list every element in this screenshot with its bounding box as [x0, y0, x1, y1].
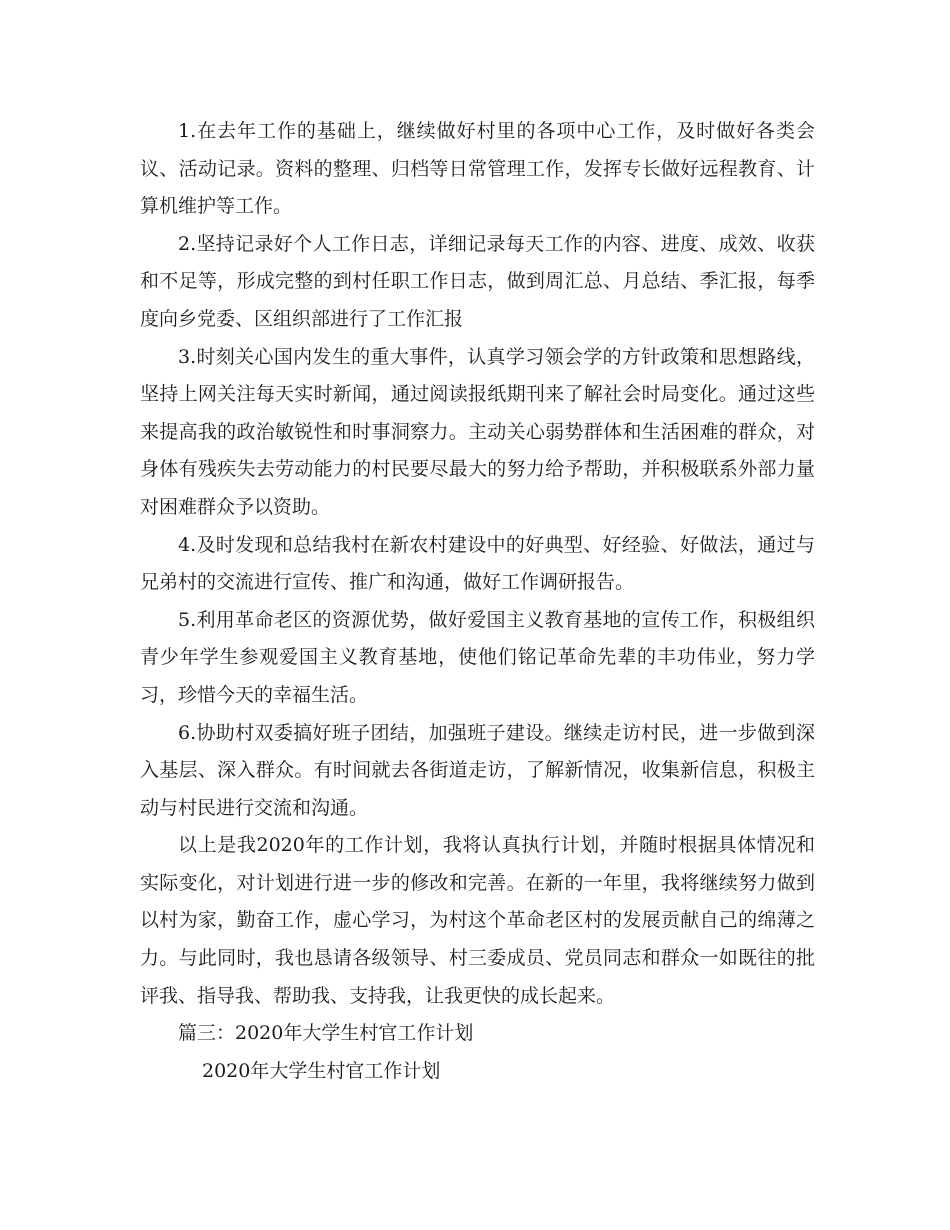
- paragraph-item-4: 4.及时发现和总结我村在新农村建设中的好典型、好经验、好做法，通过与兄弟村的交流进行宣传、推广和沟通，做好工作调研报告。: [140, 533, 815, 594]
- paragraph-item-3: 3.时刻关心国内发生的重大事件，认真学习领会学的方针政策和思想路线，坚持上网关注每天实时新闻，通过阅读报纸期刊来了解社会时局变化。通过这些来提高我的政治敏锐性和时事洞察力。主动关心弱势群体和生活困难的群众，对身体有残疾失去劳动能力的村民要尽最大的努力给予帮助，并积极联系外部力量对困难群众予以资助。: [140, 345, 815, 518]
- closing-paragraph: 以上是我2020年的工作计划，我将认真执行计划，并随时根据具体情况和实际变化，对计划进行进一步的修改和完善。在新的一年里，我将继续努力做到以村为家，勤奋工作，虚心学习，为村这个革命老区村的发展贡献自己的绵薄之力。与此同时，我也恳请各级领导、村三委成员、党员同志和群众一如既往的批评我、指导我、帮助我、支持我，让我更快的成长起来。: [140, 834, 815, 1007]
- paragraph-item-1: 1.在去年工作的基础上，继续做好村里的各项中心工作，及时做好各类会议、活动记录。资料的整理、归档等日常管理工作，发挥专长做好远程教育、计算机维护等工作。: [140, 120, 815, 218]
- section-subtitle: 2020年大学生村官工作计划: [202, 1059, 441, 1082]
- paragraph-item-6: 6.协助村双委搞好班子团结，加强班子建设。继续走访村民，进一步做到深入基层、深入群众。有时间就去各街道走访，了解新情况，收集新信息，积极主动与村民进行交流和沟通。: [140, 721, 815, 819]
- section-heading: 篇三：2020年大学生村官工作计划: [178, 1022, 474, 1045]
- paragraph-item-2: 2.坚持记录好个人工作日志，详细记录每天工作的内容、进度、成效、收获和不足等，形成完整的到村任职工作日志，做到周汇总、月总结、季汇报，每季度向乡党委、区组织部进行了工作汇报: [140, 232, 815, 330]
- paragraph-item-5: 5.利用革命老区的资源优势，做好爱国主义教育基地的宣传工作，积极组织青少年学生参观爱国主义教育基地，使他们铭记革命先辈的丰功伟业，努力学习，珍惜今天的幸福生活。: [140, 608, 815, 706]
- document-body: [140, 113, 815, 1090]
